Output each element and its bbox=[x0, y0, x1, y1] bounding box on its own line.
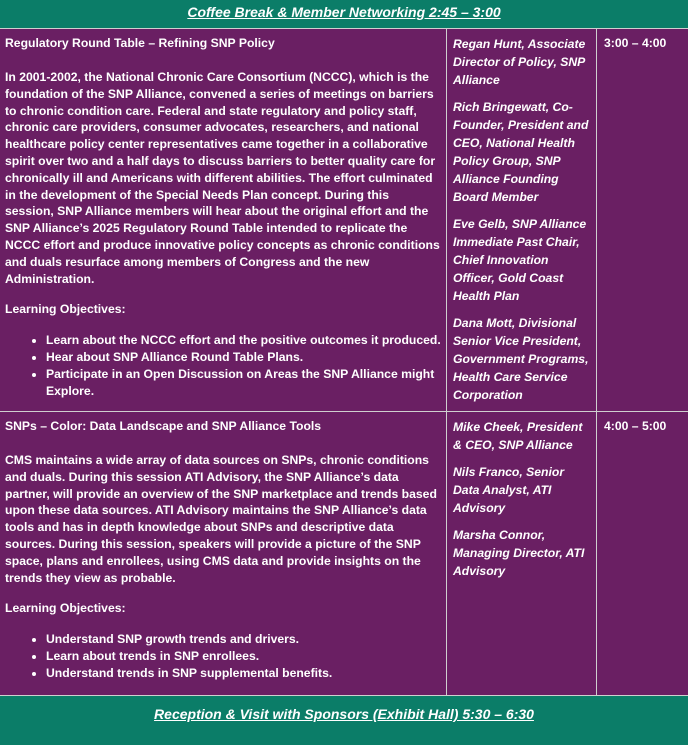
speaker: Rich Bringewatt, Co-Founder, President and CEO, National Health Policy Group, SNP Alliance Founding Board Member bbox=[453, 100, 589, 204]
session-title: SNPs – Color: Data Landscape and SNP Alliance Tools bbox=[5, 419, 322, 433]
learning-objective: • Understand trends in SNP supplemental benefits. bbox=[46, 665, 441, 682]
learning-objectives-label: Learning Objectives: bbox=[5, 601, 126, 616]
learning-objective: • Learn about the NCCC effort and the positive outcomes it produced. bbox=[46, 332, 441, 349]
session-time-cell bbox=[598, 29, 688, 411]
learning-objective: • Understand SNP growth trends and drivers. bbox=[46, 631, 441, 648]
session-description: In 2001-2002, the National Chronic Care Consortium (NCCC), which is the foundation of the SNP Alliance, convened a series of meetings on barriers to chronic condition care. Federal and state regulatory and policy staff, chronic care providers, consumer advocates, researchers, and national healthcare policy center representatives came together in a collaborative spirit over two and a half days to discuss barriers to better quality care for chronically ill and Americans with different abilities. The effort culminated in the development of the Special Needs Plan concept. During this session, SNP Alliance members will hear about the original effort and the SNP Alliance’s 2025 Regulatory Round Table intended to replicate the NCCC effort and produce innovative policy concepts as chronic conditions and duals resurface among members of Congress and the new Administration. bbox=[5, 70, 440, 286]
session-speakers bbox=[448, 29, 597, 411]
speaker: Eve Gelb, SNP Alliance Immediate Past Chair, Chief Innovation Officer, Gold Coast Health Plan bbox=[453, 217, 587, 303]
speaker: Nils Franco, Senior Data Analyst, ATI Advisory bbox=[453, 465, 565, 515]
learning-objective: • Participate in an Open Discussion on Areas the SNP Alliance might Explore. bbox=[46, 366, 441, 400]
speaker: Regan Hunt, Associate Director of Policy, SNP Alliance bbox=[453, 37, 586, 87]
speaker: Dana Mott, Divisional Senior Vice President, Government Programs, Health Care Service Corporation bbox=[453, 316, 589, 402]
session-details bbox=[0, 29, 447, 411]
learning-objective: • Hear about SNP Alliance Round Table Plans. bbox=[46, 349, 441, 366]
reception-banner: Reception & Visit with Sponsors (Exhibit Hall) 5:30 – 6:30 bbox=[0, 695, 688, 745]
session-time: 3:00 – 4:00 bbox=[604, 36, 667, 50]
coffee-break-banner: Coffee Break & Member Networking 2:45 – 3:00 bbox=[0, 0, 688, 29]
learning-objectives-list bbox=[5, 631, 441, 682]
session-details bbox=[0, 412, 447, 695]
learning-objectives-label: Learning Objectives: bbox=[5, 302, 126, 317]
session-time: 4:00 – 5:00 bbox=[604, 419, 667, 433]
session-time-cell bbox=[598, 412, 688, 695]
session-row-data-landscape bbox=[0, 412, 688, 695]
session-row-regulatory bbox=[0, 29, 688, 412]
session-title: Regulatory Round Table – Refining SNP Policy bbox=[5, 36, 275, 50]
speaker: Marsha Connor, Managing Director, ATI Advisory bbox=[453, 528, 585, 578]
session-speakers bbox=[448, 412, 597, 695]
speaker: Mike Cheek, President & CEO, SNP Alliance bbox=[453, 420, 583, 452]
session-description: CMS maintains a wide array of data sources on SNPs, chronic conditions and duals. During this session ATI Advisory, the SNP Alliance’s data partner, will provide an overview of the SNP marketplace and trends based upon these data sources. ATI Advisory maintains the SNP Alliance’s data tools and has in depth knowledge about SNPs and descriptive data sources. During this session, speakers will provide a picture of the SNP space, plans and enrollees, using CMS data and provide insights on the trends they view as probable. bbox=[5, 453, 437, 585]
learning-objectives-list bbox=[5, 332, 441, 400]
learning-objective: • Learn about trends in SNP enrollees. bbox=[46, 648, 441, 665]
